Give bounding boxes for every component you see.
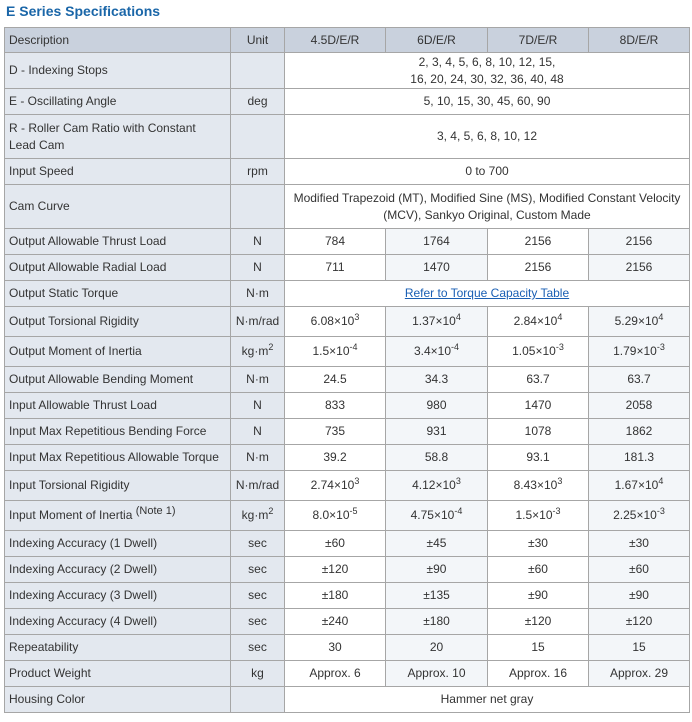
row-description: Repeatability (5, 635, 231, 661)
row-value: 2058 (589, 393, 690, 419)
row-unit: sec (231, 609, 285, 635)
row-unit: N (231, 393, 285, 419)
row-value: 24.5 (285, 367, 386, 393)
row-value: $3.4\times 10^{-4}$ (386, 337, 488, 367)
row-value: ±135 (386, 583, 488, 609)
row-value: $1.5\times 10^{-4}$ (285, 337, 386, 367)
row-value-cell (285, 281, 690, 307)
table-row (5, 185, 690, 229)
row-value: 1470 (386, 255, 488, 281)
row-value: ±180 (386, 609, 488, 635)
table-row (5, 531, 690, 557)
table-row (5, 557, 690, 583)
row-value: $2.84\times 10^4$ (488, 307, 589, 337)
row-value: 39.2 (285, 445, 386, 471)
row-value: ±120 (589, 609, 690, 635)
row-value: ±90 (488, 583, 589, 609)
row-value: $2.74\times 10^3$ (285, 471, 386, 501)
row-value: $1.05\times 10^{-3}$ (488, 337, 589, 367)
exponent: -4 (451, 342, 460, 352)
row-description: E - Oscillating Angle (5, 89, 231, 115)
row-value: 833 (285, 393, 386, 419)
row-value: ±60 (488, 557, 589, 583)
row-value: Approx. 29 (589, 661, 690, 687)
row-description: Input Allowable Thrust Load (5, 393, 231, 419)
row-value-shared: 3, 4, 5, 6, 8, 10, 12 (285, 115, 690, 159)
row-value: 1764 (386, 229, 488, 255)
row-value-shared: 5, 10, 15, 30, 45, 60, 90 (285, 89, 690, 115)
header-model-4-5der: 4.5D/E/R (285, 28, 386, 53)
exponent: 3 (455, 476, 461, 486)
row-description: Indexing Accuracy (4 Dwell) (5, 609, 231, 635)
row-unit: sec (231, 635, 285, 661)
row-value: 711 (285, 255, 386, 281)
table-row (5, 159, 690, 185)
row-description: Input Torsional Rigidity (5, 471, 231, 501)
row-unit: $kg\cdot m^2$ (231, 337, 285, 367)
row-value: $2.25\times 10^{-3}$ (589, 501, 690, 531)
row-unit: N (231, 229, 285, 255)
table-row (5, 229, 690, 255)
exponent: 3 (557, 476, 563, 486)
header-model-7der: 7D/E/R (488, 28, 589, 53)
exponent: 2 (268, 506, 274, 516)
row-unit: N (231, 255, 285, 281)
row-unit: sec (231, 557, 285, 583)
row-value-shared: Hammer net gray (285, 687, 690, 713)
table-row (5, 501, 690, 531)
table-row (5, 255, 690, 281)
table-header-row (5, 28, 690, 53)
row-description: R - Roller Cam Ratio with Constant Lead Cam (5, 115, 231, 159)
table-row (5, 53, 690, 89)
header-model-8der: 8D/E/R (589, 28, 690, 53)
row-unit: N·m/rad (231, 307, 285, 337)
row-description: Input Max Repetitious Bending Force (5, 419, 231, 445)
specifications-table (4, 27, 690, 713)
header-model-6der: 6D/E/R (386, 28, 488, 53)
row-value: ±90 (386, 557, 488, 583)
row-description: Output Torsional Rigidity (5, 307, 231, 337)
row-value: ±120 (488, 609, 589, 635)
row-unit: N·m (231, 445, 285, 471)
table-row (5, 281, 690, 307)
row-value: 1078 (488, 419, 589, 445)
table-row (5, 307, 690, 337)
row-unit: deg (231, 89, 285, 115)
row-value: 20 (386, 635, 488, 661)
row-value: $1.37\times 10^4$ (386, 307, 488, 337)
table-row (5, 367, 690, 393)
row-value: $6.08\times 10^3$ (285, 307, 386, 337)
row-unit: sec (231, 583, 285, 609)
row-description: Output Static Torque (5, 281, 231, 307)
row-value: Approx. 16 (488, 661, 589, 687)
table-row (5, 445, 690, 471)
row-value: $8.0\times 10^{-5}$ (285, 501, 386, 531)
row-description: Output Allowable Thrust Load (5, 229, 231, 255)
row-description: Input Moment of Inertia $^{(Note 1)}$ (5, 501, 231, 531)
row-description: D - Indexing Stops (5, 53, 231, 89)
row-value: $1.5\times 10^{-3}$ (488, 501, 589, 531)
row-value: 735 (285, 419, 386, 445)
row-unit: N (231, 419, 285, 445)
table-row (5, 687, 690, 713)
row-description: Input Max Repetitious Allowable Torque (5, 445, 231, 471)
row-unit: $kg\cdot m^2$ (231, 501, 285, 531)
row-value: 980 (386, 393, 488, 419)
row-value: Approx. 6 (285, 661, 386, 687)
row-value: $4.12\times 10^3$ (386, 471, 488, 501)
row-value: 2156 (488, 229, 589, 255)
header-unit: Unit (231, 28, 285, 53)
row-description: Output Allowable Radial Load (5, 255, 231, 281)
row-value: ±240 (285, 609, 386, 635)
torque-capacity-table-link[interactable]: Refer to Torque Capacity Table (404, 286, 570, 300)
row-value: 931 (386, 419, 488, 445)
row-description: Indexing Accuracy (2 Dwell) (5, 557, 231, 583)
exponent: -4 (349, 342, 358, 352)
row-value: $8.43\times 10^3$ (488, 471, 589, 501)
row-value: 63.7 (488, 367, 589, 393)
row-unit: sec (231, 531, 285, 557)
row-value: ±30 (589, 531, 690, 557)
row-value: $5.29\times 10^4$ (589, 307, 690, 337)
table-row (5, 609, 690, 635)
table-row (5, 471, 690, 501)
exponent: 2 (268, 342, 274, 352)
row-value: 58.8 (386, 445, 488, 471)
table-row (5, 89, 690, 115)
table-row (5, 337, 690, 367)
exponent: -4 (454, 506, 463, 516)
row-unit (231, 687, 285, 713)
exponent: 3 (354, 312, 360, 322)
exponent: 4 (557, 312, 563, 322)
row-value: 34.3 (386, 367, 488, 393)
row-description: Indexing Accuracy (1 Dwell) (5, 531, 231, 557)
row-unit: kg (231, 661, 285, 687)
row-value: $4.75\times 10^{-4}$ (386, 501, 488, 531)
row-description: Housing Color (5, 687, 231, 713)
row-description: Indexing Accuracy (3 Dwell) (5, 583, 231, 609)
row-value: ±120 (285, 557, 386, 583)
header-description: Description (5, 28, 231, 53)
exponent: 3 (354, 476, 360, 486)
note-reference: (Note 1) (135, 505, 176, 517)
row-value: 2156 (488, 255, 589, 281)
exponent: -3 (552, 506, 561, 516)
exponent: -3 (555, 342, 564, 352)
page-title: E Series Specifications (6, 3, 161, 19)
row-value: ±90 (589, 583, 690, 609)
row-description: Input Speed (5, 159, 231, 185)
row-value: 1862 (589, 419, 690, 445)
exponent: 4 (455, 312, 461, 322)
row-unit: N·m (231, 367, 285, 393)
row-unit (231, 115, 285, 159)
row-unit (231, 53, 285, 89)
row-value: ±45 (386, 531, 488, 557)
exponent: -3 (656, 506, 665, 516)
row-value: ±180 (285, 583, 386, 609)
row-value: 30 (285, 635, 386, 661)
row-value: ±30 (488, 531, 589, 557)
exponent: -3 (656, 342, 665, 352)
row-value: 15 (488, 635, 589, 661)
row-value: ±60 (589, 557, 690, 583)
row-unit: rpm (231, 159, 285, 185)
table-row (5, 419, 690, 445)
row-value: $1.79\times 10^{-3}$ (589, 337, 690, 367)
exponent: 4 (658, 476, 664, 486)
row-value: 63.7 (589, 367, 690, 393)
table-row (5, 635, 690, 661)
table-row (5, 661, 690, 687)
table-row (5, 115, 690, 159)
exponent: -5 (349, 506, 358, 516)
row-value: 2156 (589, 229, 690, 255)
row-value-shared: 0 to 700 (285, 159, 690, 185)
row-value: 2156 (589, 255, 690, 281)
row-unit (231, 185, 285, 229)
row-value: Approx. 10 (386, 661, 488, 687)
row-description: Output Allowable Bending Moment (5, 367, 231, 393)
row-description: Product Weight (5, 661, 231, 687)
exponent: 4 (658, 312, 664, 322)
row-description: Output Moment of Inertia (5, 337, 231, 367)
row-value: 15 (589, 635, 690, 661)
row-unit: N·m (231, 281, 285, 307)
row-unit: N·m/rad (231, 471, 285, 501)
row-value: ±60 (285, 531, 386, 557)
row-value: 93.1 (488, 445, 589, 471)
row-value: $1.67\times 10^4$ (589, 471, 690, 501)
row-value-shared: 2, 3, 4, 5, 6, 8, 10, 12, 15, 16, 20, 24, 30, 32, 36, 40, 48 (285, 53, 690, 89)
table-row (5, 583, 690, 609)
table-body (5, 53, 690, 713)
row-value: 1470 (488, 393, 589, 419)
row-value: 181.3 (589, 445, 690, 471)
row-value: 784 (285, 229, 386, 255)
table-row (5, 393, 690, 419)
row-description: Cam Curve (5, 185, 231, 229)
row-value-shared: Modified Trapezoid (MT), Modified Sine (MS), Modified Constant Velocity (MCV), Sankyo Original, Custom Made (285, 185, 690, 229)
